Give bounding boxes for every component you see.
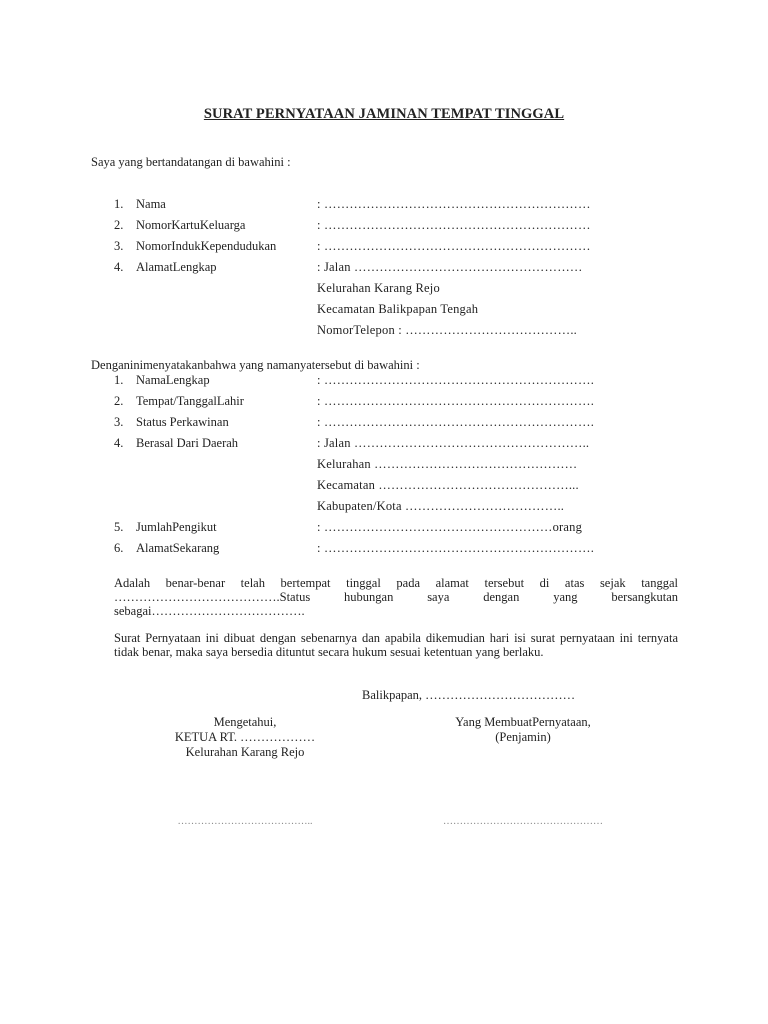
right-signature-line: ………………………………………… — [443, 816, 603, 827]
item-value: : ………………………………………………………. — [317, 415, 595, 429]
item-label: Berasal Dari Daerah — [136, 436, 239, 450]
item-value: : ………………………………………………………. — [317, 394, 595, 408]
item-number: 1. — [114, 197, 124, 211]
item-label: Tempat/TanggalLahir — [136, 394, 244, 408]
item-label: AlamatSekarang — [136, 541, 220, 555]
place-date: Balikpapan, ……………………………… — [362, 688, 576, 702]
item-label: JumlahPengikut — [136, 520, 217, 534]
guarantor-label: (Penjamin) — [495, 730, 551, 744]
item-number: 1. — [114, 373, 124, 387]
item-label: NomorIndukKependudukan — [136, 239, 277, 253]
item-label: NomorKartuKeluarga — [136, 218, 246, 232]
intro-text: Saya yang bertandatangan di bawahini : — [91, 155, 291, 169]
item-number: 2. — [114, 394, 124, 408]
declaration-paragraph: Surat Pernyataan ini dibuat dengan sebenarnya dan apabila dikemudian hari isi surat pernyataan ini ternyata tidak benar, maka saya bersedia dituntut secara hukum sesuai ketentuan yang berlaku. — [114, 631, 678, 659]
item-label: Nama — [136, 197, 166, 211]
item-value: : ……………………………………………………… — [317, 239, 591, 253]
item-number: 3. — [114, 415, 124, 429]
left-signature-line: ………………………………….. — [177, 816, 313, 827]
document-title: SURAT PERNYATAAN JAMINAN TEMPAT TINGGAL — [203, 106, 565, 122]
item-number: 6. — [114, 541, 124, 555]
item-number: 3. — [114, 239, 124, 253]
statement-paragraph: Adalah benar-benar telah bertempat tinggal pada alamat tersebut di atas sejak tanggal ………………………………….Status hubungan saya dengan yang bersangkutan sebagai………………………………. — [114, 576, 678, 618]
declarant-label: Yang MembuatPernyataan, — [455, 715, 591, 729]
item-value: : Jalan ……………………………………………… — [317, 260, 583, 274]
item-value: : Jalan ……………………………………………….. — [317, 436, 590, 450]
address-line: Kelurahan Karang Rejo — [317, 281, 440, 295]
item-number: 2. — [114, 218, 124, 232]
section2-intro: Denganinimenyatakanbahwa yang namanyatersebut di bawahini : — [91, 358, 420, 372]
item-value: : ………………………………………………………. — [317, 373, 595, 387]
item-value: : ……………………………………………………… — [317, 218, 591, 232]
address-line: Kecamatan Balikpapan Tengah — [317, 302, 479, 316]
item-number: 4. — [114, 260, 124, 274]
item-label: NamaLengkap — [136, 373, 210, 387]
item-number: 5. — [114, 520, 124, 534]
item-number: 4. — [114, 436, 124, 450]
item-label: Status Perkawinan — [136, 415, 229, 429]
kelurahan-label: Kelurahan Karang Rejo — [185, 745, 305, 759]
rt-head-label: KETUA RT. ……………… — [174, 730, 316, 744]
address-line: NomorTelepon : ………………………………….. — [317, 323, 577, 337]
item-value: : ……………………………………………………… — [317, 197, 591, 211]
acknowledge-label: Mengetahui, — [213, 715, 277, 729]
address-line: Kabupaten/Kota ……………………………….. — [317, 499, 565, 513]
item-value: : ………………………………………………………. — [317, 541, 595, 555]
item-value: : ………………………………………………orang — [317, 520, 583, 534]
address-line: Kecamatan ………………………………………... — [317, 478, 579, 492]
address-line: Kelurahan ………………………………………… — [317, 457, 578, 471]
item-label: AlamatLengkap — [136, 260, 217, 274]
